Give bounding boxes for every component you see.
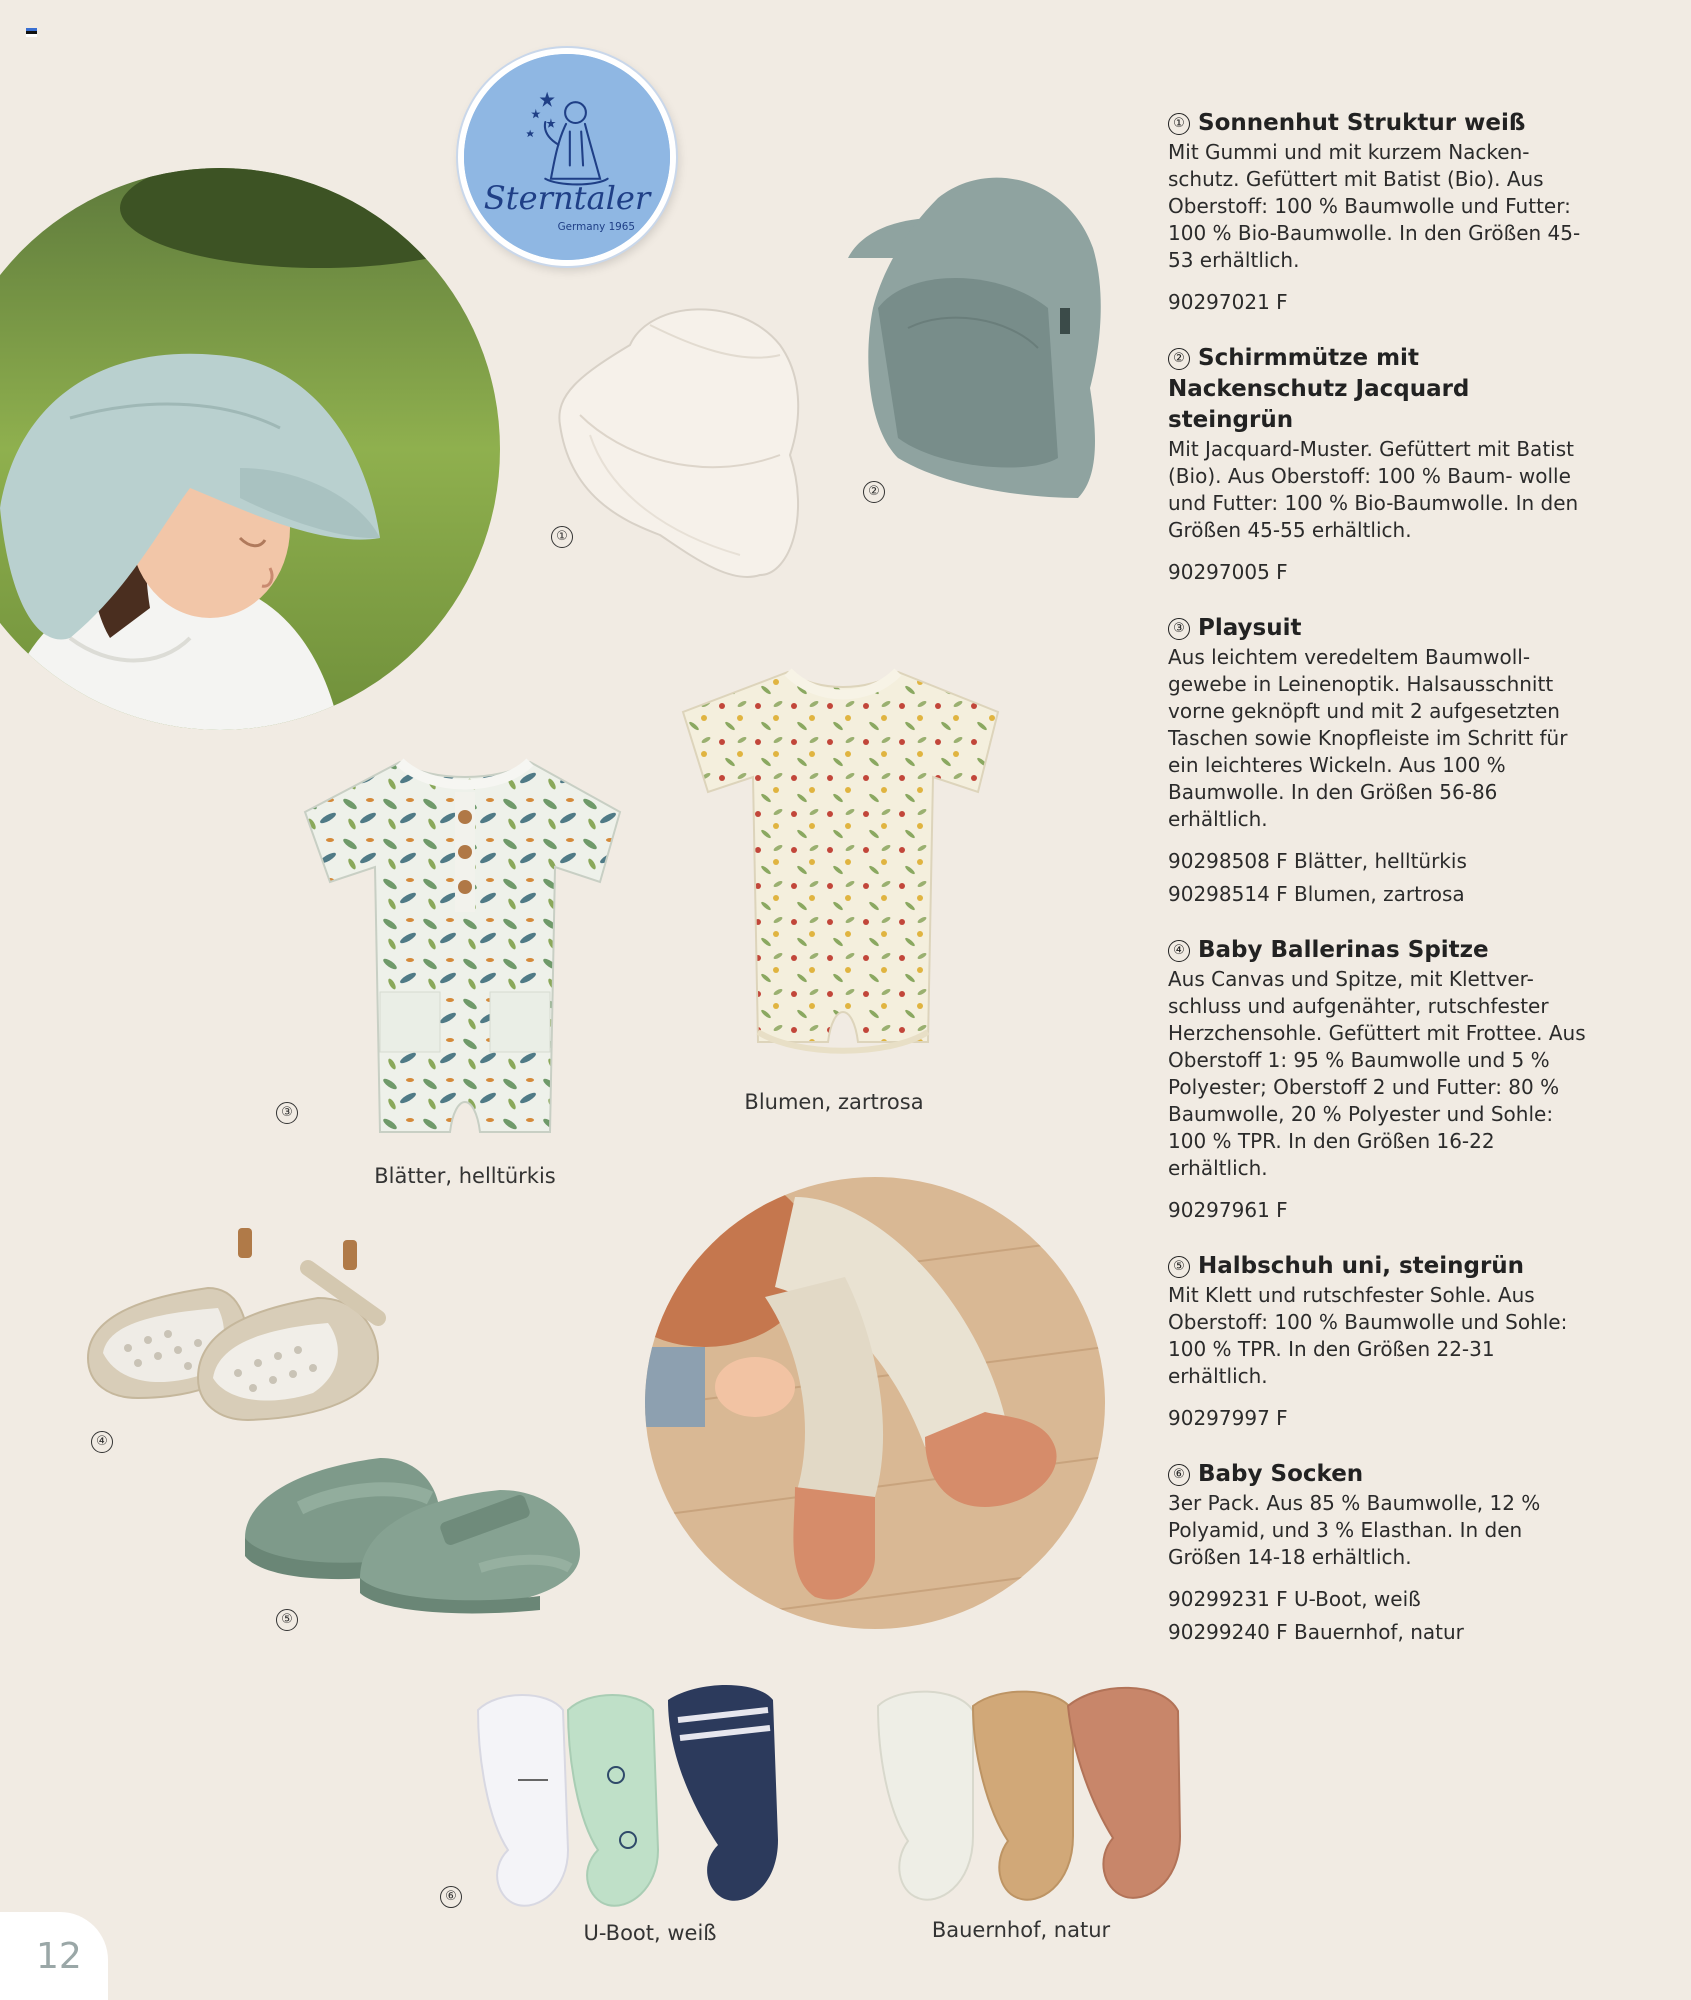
product-item-1	[1168, 108, 1588, 319]
figure-number-6: ⑥	[440, 1886, 462, 1908]
product-title: Halbschuh uni, steingrün	[1198, 1253, 1525, 1279]
caption-socks-bauernhof: Bauernhof, natur	[931, 1918, 1111, 1942]
product-title: Baby Ballerinas Spitze	[1198, 937, 1489, 963]
article-number: 90299231 F U-Boot, weiß	[1168, 1587, 1421, 1611]
white-sun-hat-image	[540, 285, 820, 585]
product-desc: Mit Jacquard-Muster. Gefüttert mit Batist (Bio). Aus Oberstoff: 100 % Baum- wolle und Futter: 100 % Bio-Baumwolle. In den Größen 45-55 erhältlich.	[1168, 437, 1579, 542]
product-descriptions	[1168, 108, 1588, 1673]
product-desc: Mit Gummi und mit kurzem Nacken- schutz. Gefüttert mit Batist (Bio). Aus Oberstoff: 100 % Baumwolle und Futter: 100 % Bio-Baumwolle. In den Größen 45-53 erhältlich.	[1168, 140, 1581, 272]
article-number: 90297961 F	[1168, 1198, 1288, 1222]
product-title: Baby Socken	[1198, 1461, 1364, 1487]
number-badge: ②	[1168, 348, 1190, 370]
logo-subtitle: Germany 1965	[557, 220, 635, 233]
number-badge: ⑤	[1168, 1256, 1190, 1278]
product-item-6	[1168, 1459, 1588, 1649]
product-title: Schirmmütze mit Nackenschutz Jacquard steingrün	[1168, 345, 1470, 433]
article-number: 90299240 F Bauernhof, natur	[1168, 1620, 1464, 1644]
playsuit-flowers-image	[678, 662, 1008, 1062]
number-badge: ①	[1168, 113, 1190, 135]
figure-number-1: ①	[551, 526, 573, 548]
socks-bauernhof-image	[868, 1676, 1218, 1906]
product-title: Sonnenhut Struktur weiß	[1198, 110, 1526, 136]
product-desc: 3er Pack. Aus 85 % Baumwolle, 12 % Polyamid, und 3 % Elasthan. In den Größen 14-18 erhältlich.	[1168, 1491, 1541, 1569]
article-number: 90297005 F	[1168, 560, 1288, 584]
product-item-3	[1168, 613, 1588, 911]
green-cap-neckflap-image	[828, 158, 1118, 508]
product-item-4	[1168, 935, 1588, 1227]
figure-number-5: ⑤	[276, 1609, 298, 1631]
caption-socks-uboot: U-Boot, weiß	[583, 1921, 717, 1945]
logo-wordmark: Sterntaler	[483, 178, 651, 217]
product-item-5	[1168, 1251, 1588, 1435]
caption-playsuit-leaves: Blätter, helltürkis	[374, 1164, 556, 1188]
number-badge: ④	[1168, 940, 1190, 962]
product-desc: Aus leichtem veredeltem Baumwoll- gewebe in Leinenoptik. Halsausschnitt vorne geknöpft und mit 2 aufgesetzten Taschen sowie Knopfleiste im Schritt für ein leichteres Wickeln. Aus 100 % Baumwolle. In den Größen 56-86 erhältlich.	[1168, 645, 1568, 831]
number-badge: ⑥	[1168, 1464, 1190, 1486]
figure-number-4: ④	[91, 1431, 113, 1453]
article-number: 90298514 F Blumen, zartrosa	[1168, 882, 1465, 906]
playsuit-leaves-image	[300, 752, 630, 1142]
article-number: 90297997 F	[1168, 1406, 1288, 1430]
product-item-2	[1168, 343, 1588, 589]
socks-uboot-image	[468, 1680, 828, 1910]
baby-ballerinas-image	[78, 1228, 388, 1423]
language-flag-icon[interactable]	[26, 28, 37, 37]
green-halfshoes-image	[240, 1428, 590, 1613]
sterntaler-logo	[458, 48, 676, 266]
figure-number-2: ②	[863, 481, 885, 503]
article-number: 90297021 F	[1168, 290, 1288, 314]
product-desc: Mit Klett und rutschfester Sohle. Aus Oberstoff: 100 % Baumwolle und Sohle: 100 % TPR. In den Größen 22-31 erhältlich.	[1168, 1283, 1568, 1388]
caption-playsuit-flowers: Blumen, zartrosa	[744, 1090, 924, 1114]
product-title: Playsuit	[1198, 615, 1302, 641]
girl-hat-photo	[0, 168, 500, 730]
article-number: 90298508 F Blätter, helltürkis	[1168, 849, 1467, 873]
page-number: 12	[36, 1936, 82, 1977]
number-badge: ③	[1168, 618, 1190, 640]
child-feet-photo	[645, 1177, 1105, 1629]
figure-number-3: ③	[276, 1102, 298, 1124]
product-desc: Aus Canvas und Spitze, mit Klettver- schluss und aufgenähter, rutschfester Herzchensohle. Gefüttert mit Frottee. Aus Oberstoff 1: 95 % Baumwolle und 5 % Polyester; Oberstoff 2 und Futter: 80 % Baumwolle, 20 % Polyester und Sohle: 100 % TPR. In den Größen 16-22 erhältlich.	[1168, 967, 1586, 1180]
